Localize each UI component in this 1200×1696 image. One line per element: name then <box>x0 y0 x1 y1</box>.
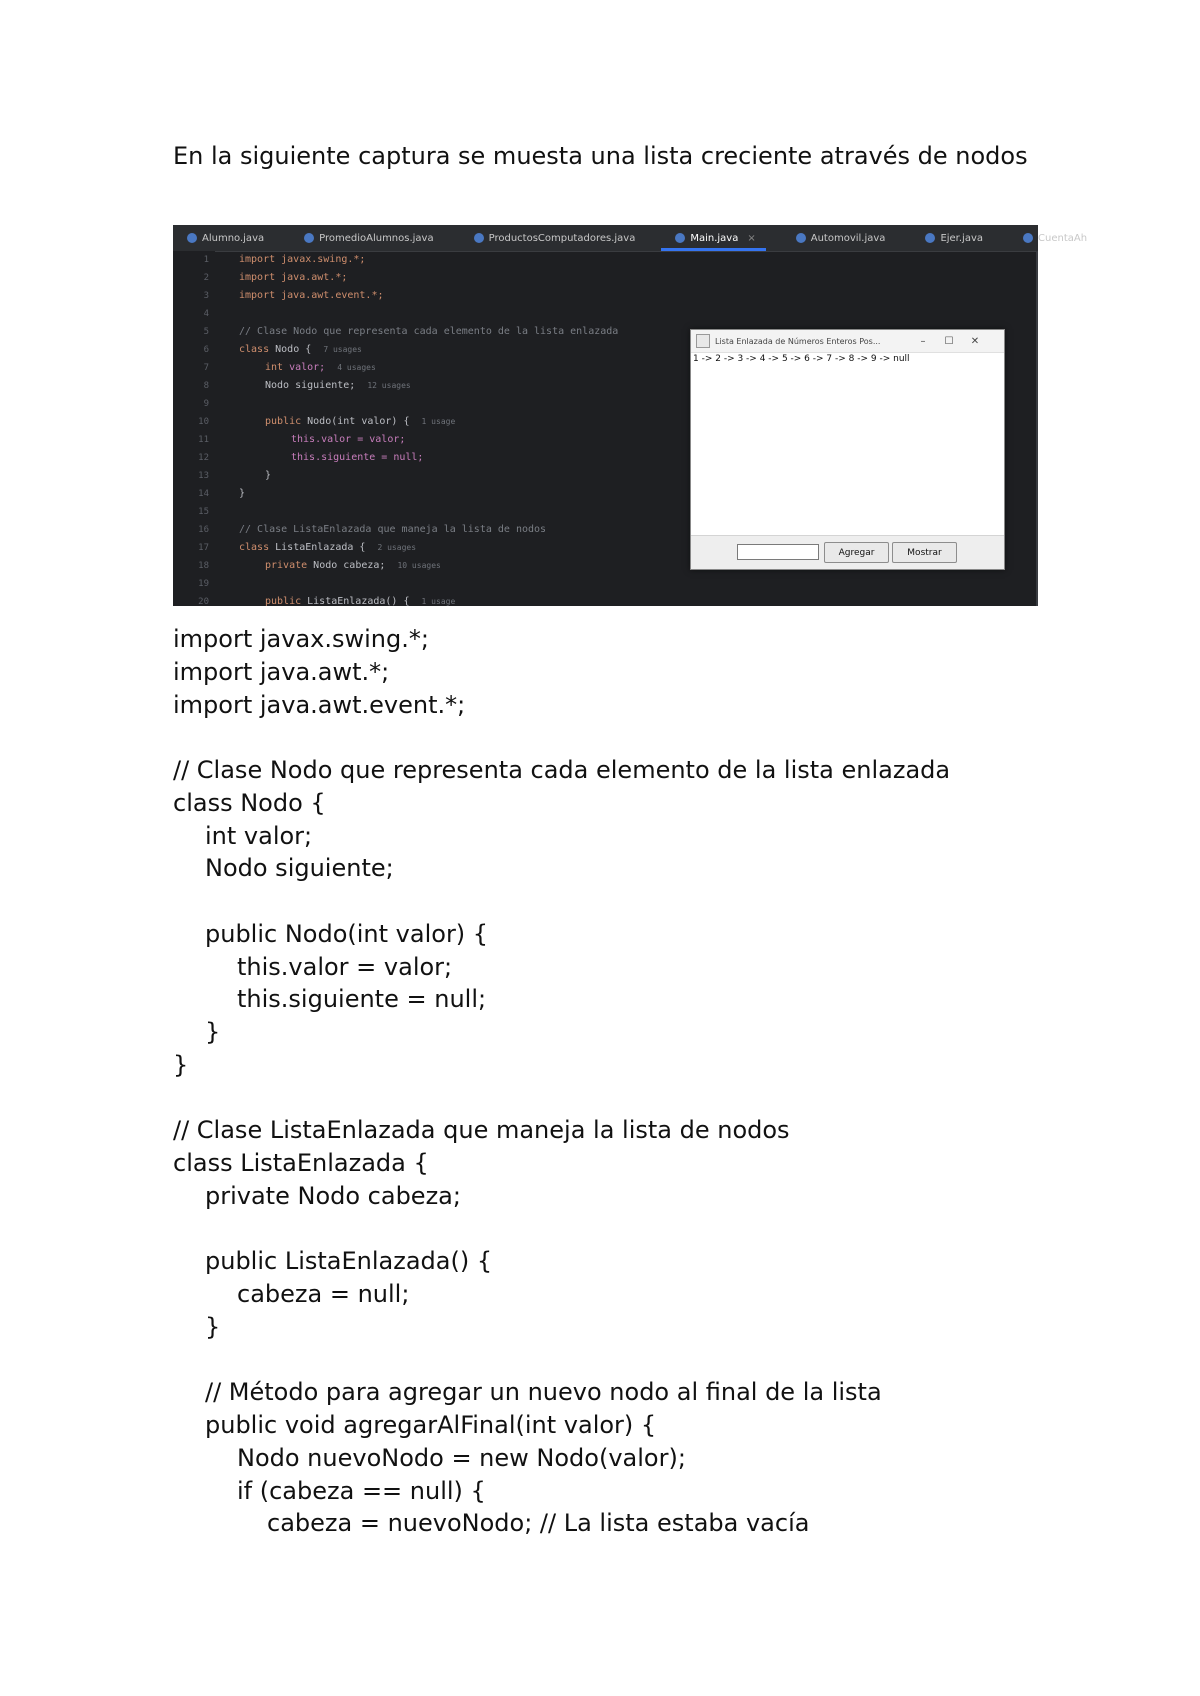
line-number: 3 <box>203 291 209 301</box>
code-line: } <box>205 1018 221 1046</box>
java-class-icon <box>675 233 685 243</box>
code-line: public void agregarAlFinal(int valor) { <box>205 1411 657 1439</box>
code-line: import java.awt.*; <box>173 657 390 686</box>
code-line: import java.awt.event.*; <box>173 690 466 719</box>
code-line: Nodo siguiente; <box>205 854 394 883</box>
tab-promedio-alumnos[interactable] <box>290 225 444 251</box>
line-number: 9 <box>203 399 209 409</box>
java-class-icon <box>304 233 314 243</box>
keyword: private <box>265 560 308 571</box>
blank-line <box>173 885 1073 918</box>
usage-hint: 2 usages <box>377 543 417 552</box>
code-comment: // Clase ListaEnlazada que maneja la lista de nodos <box>173 1116 790 1145</box>
mostrar-button[interactable]: Mostrar <box>892 542 957 563</box>
code-text: Nodo siguiente; <box>265 380 356 391</box>
code-line: import java.awt.event.*; <box>239 290 384 301</box>
line-number: 1 <box>203 255 209 265</box>
line-number: 19 <box>198 579 209 589</box>
usage-hint: 7 usages <box>323 345 362 354</box>
keyword: public <box>265 596 302 607</box>
tab-label: Main.java <box>690 232 739 244</box>
code-listing <box>173 623 1073 1540</box>
blank-line <box>173 1344 1073 1377</box>
line-number: 7 <box>203 363 209 373</box>
code-comment: // Clase ListaEnlazada que maneja la lista de nodos <box>239 524 547 535</box>
tab-label: CuentaAh <box>1038 232 1088 244</box>
tab-productos-computadores[interactable] <box>460 225 646 251</box>
usage-hint: 12 usages <box>367 381 411 390</box>
keyword: public <box>265 416 302 427</box>
code-line: } <box>205 1312 221 1341</box>
ide-screenshot <box>173 225 1088 607</box>
usage-hint: 1 usage <box>421 417 456 426</box>
code-text: Nodo(int valor) { <box>301 416 410 427</box>
line-number: 15 <box>198 507 209 517</box>
code-line: import java.awt.*; <box>239 272 348 283</box>
line-number: 18 <box>198 561 209 571</box>
line-number: 20 <box>198 597 209 607</box>
usage-hint: 4 usages <box>337 363 376 372</box>
keyword: int <box>265 362 284 373</box>
tab-label: Alumno.java <box>202 232 265 244</box>
code-line <box>265 362 376 373</box>
code-line: class ListaEnlazada { <box>173 1149 429 1177</box>
list-output-text: 1 -> 2 -> 3 -> 4 -> 5 -> 6 -> 7 -> 8 -> 9 -> null <box>693 354 910 364</box>
line-number: 2 <box>203 273 209 283</box>
blank-line <box>173 1213 1073 1246</box>
code-line: this.valor = valor; <box>291 434 406 445</box>
blank-line <box>173 721 1073 754</box>
code-line: } <box>239 488 246 499</box>
code-line: this.valor = valor; <box>237 952 453 981</box>
usage-hint: 1 usage <box>421 597 456 606</box>
code-line: public Nodo(int valor) { <box>205 919 489 948</box>
code-text: ListaEnlazada { <box>269 542 366 553</box>
code-comment: // Clase Nodo que representa cada elemento de la lista enlazada <box>239 326 619 337</box>
code-line: import javax.swing.*; <box>173 625 429 653</box>
code-line <box>239 542 416 553</box>
number-input[interactable] <box>737 544 819 560</box>
close-icon[interactable]: ✕ <box>970 335 980 347</box>
java-class-icon <box>925 233 935 243</box>
code-line: public ListaEnlazada() { <box>205 1247 493 1276</box>
java-class-icon <box>796 233 806 243</box>
tab-automovil[interactable] <box>782 225 896 251</box>
maximize-icon[interactable]: ☐ <box>944 335 954 347</box>
code-line <box>265 560 441 571</box>
code-line: } <box>265 470 272 481</box>
swing-title-bar[interactable] <box>691 330 1004 353</box>
tab-label: ProductosComputadores.java <box>488 232 636 244</box>
code-line: if (cabeza == null) { <box>237 1476 486 1505</box>
line-number: 13 <box>198 471 209 481</box>
code-line: this.siguiente = null; <box>237 985 487 1014</box>
minimize-icon[interactable]: – <box>920 335 926 347</box>
java-class-icon <box>474 233 484 243</box>
line-number: 8 <box>203 381 209 391</box>
line-number: 11 <box>198 435 209 445</box>
code-line <box>265 380 411 391</box>
line-number: 14 <box>198 489 209 499</box>
line-number: 16 <box>198 525 209 535</box>
java-app-icon <box>696 334 710 348</box>
code-line: class Nodo { <box>173 788 326 817</box>
editor-scrollbar[interactable] <box>1036 251 1038 606</box>
tab-label: PromedioAlumnos.java <box>319 232 434 244</box>
code-line: Nodo nuevoNodo = new Nodo(valor); <box>237 1443 686 1472</box>
field-name: valor; <box>283 362 326 373</box>
code-line: cabeza = nuevoNodo; // La lista estaba vacía <box>267 1509 810 1538</box>
line-number: 5 <box>203 327 209 337</box>
keyword: class <box>239 542 270 553</box>
java-class-icon <box>187 233 197 243</box>
code-line: cabeza = null; <box>237 1280 410 1308</box>
tab-ejer[interactable] <box>911 225 993 251</box>
usage-hint: 10 usages <box>397 561 441 570</box>
line-number: 17 <box>198 543 209 553</box>
tab-alumno[interactable] <box>173 225 274 251</box>
code-text: Nodo cabeza; <box>307 560 386 571</box>
agregar-button[interactable]: Agregar <box>824 542 889 563</box>
keyword: class <box>239 344 270 355</box>
code-line: import javax.swing.*; <box>239 254 366 265</box>
code-comment: // Clase Nodo que representa cada elemento de la lista enlazada <box>173 756 951 784</box>
code-text: Nodo { <box>269 344 312 355</box>
code-line <box>239 344 362 355</box>
line-number: 10 <box>198 417 209 427</box>
code-line: int valor; <box>205 821 313 850</box>
line-number: 12 <box>198 453 209 463</box>
line-number-gutter <box>173 251 215 606</box>
tab-main[interactable] <box>661 225 765 251</box>
swing-window-title: Lista Enlazada de Números Enteros Pos... <box>715 336 881 346</box>
tab-cuenta[interactable] <box>1009 225 1097 251</box>
tab-label: Ejer.java <box>940 232 984 244</box>
editor-tab-bar <box>173 225 1088 252</box>
blank-line <box>173 1082 1073 1115</box>
code-line <box>265 596 455 607</box>
code-line: } <box>173 1050 189 1079</box>
tab-label: Automovil.java <box>810 232 886 244</box>
code-text: ListaEnlazada() { <box>301 596 410 607</box>
intro-paragraph: En la siguiente captura se muesta una lista creciente através de nodos <box>173 142 1028 170</box>
code-line: private Nodo cabeza; <box>205 1181 461 1210</box>
line-number: 6 <box>203 345 209 355</box>
code-line: this.siguiente = null; <box>291 452 424 463</box>
java-class-icon <box>1023 233 1033 243</box>
swing-window <box>690 329 1005 570</box>
swing-control-panel <box>691 535 1004 569</box>
close-icon[interactable]: × <box>747 232 756 244</box>
code-comment: // Método para agregar un nuevo nodo al final de la lista <box>205 1378 882 1407</box>
line-number: 4 <box>203 309 209 319</box>
code-line <box>265 416 455 427</box>
